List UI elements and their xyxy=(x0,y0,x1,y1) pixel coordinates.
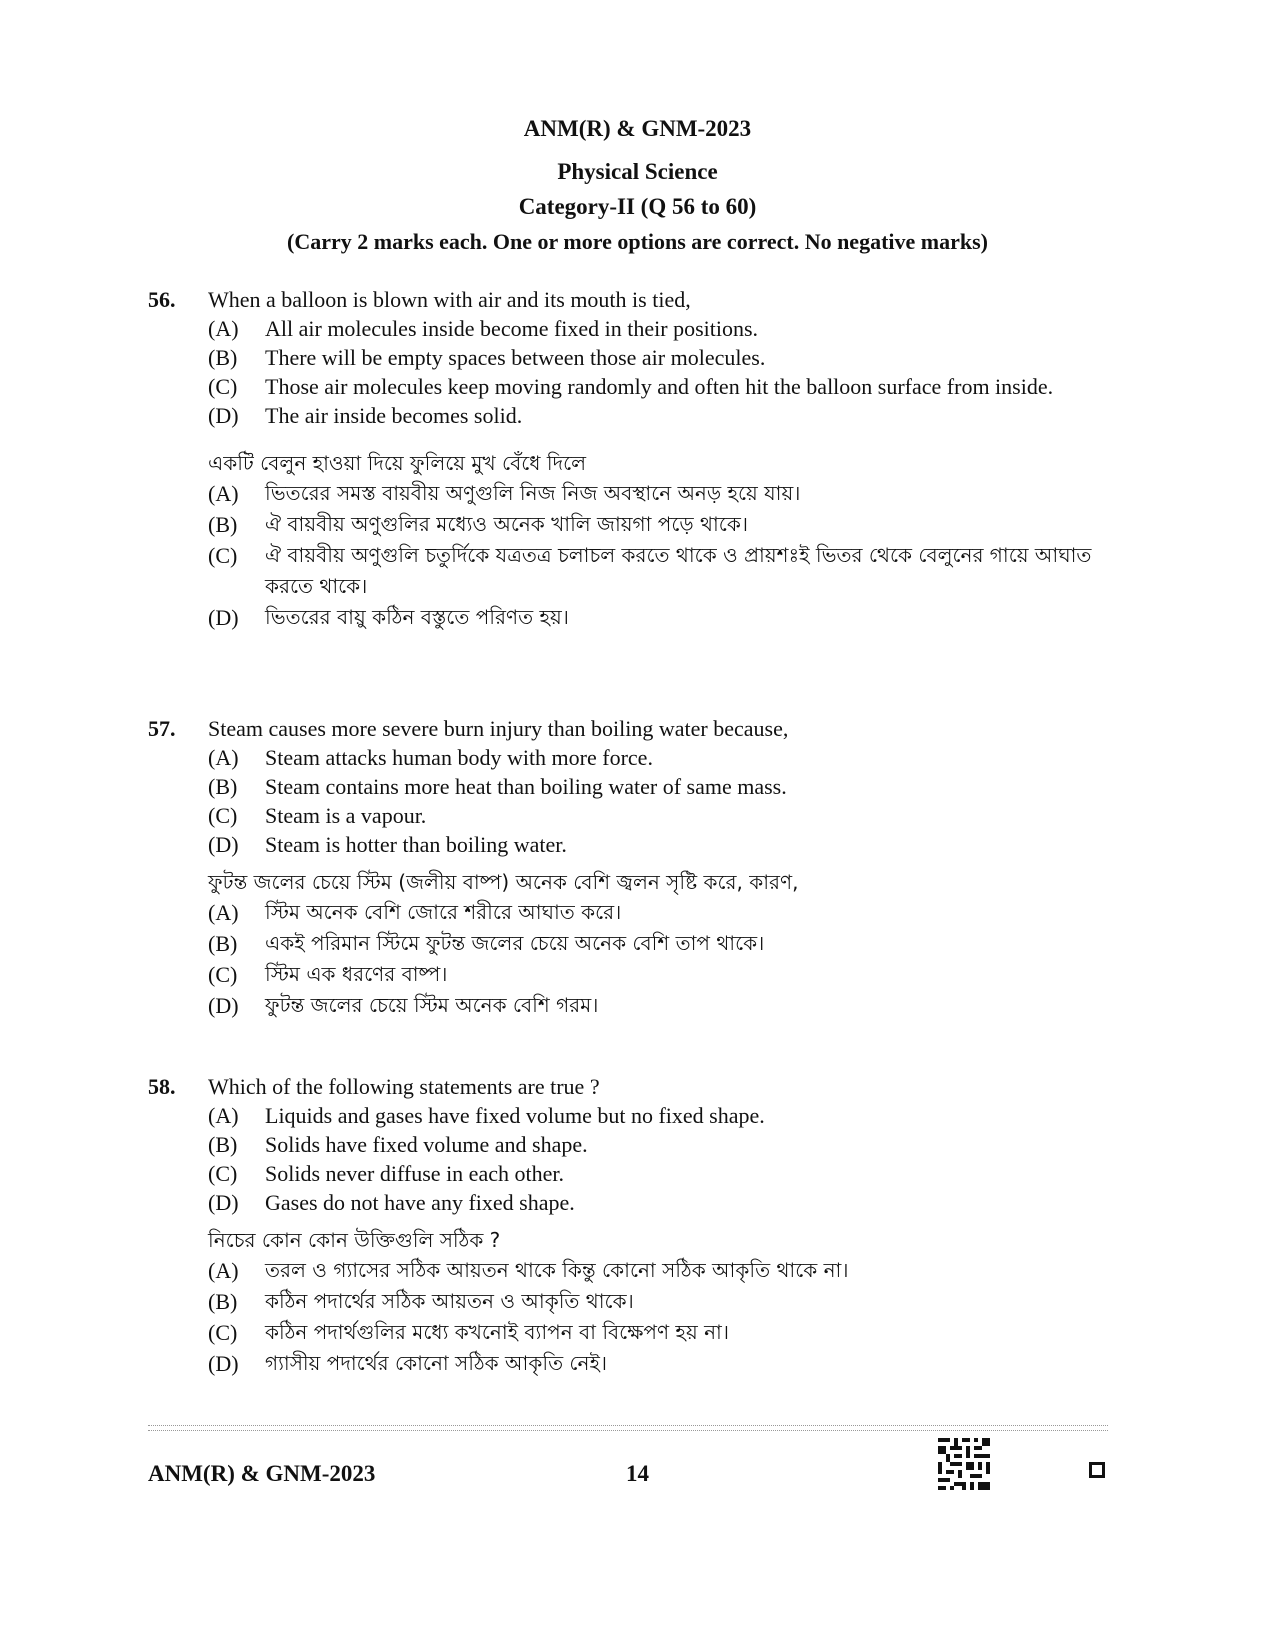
option-text: একই পরিমান স্টিমে ফুটন্ত জলের চেয়ে অনেক বেশি তাপ থাকে। xyxy=(265,931,765,955)
option-label: (C) xyxy=(208,543,238,568)
bengali-option-d xyxy=(208,990,1108,1021)
question-57 xyxy=(148,714,1108,1021)
option-label: (B) xyxy=(208,345,238,370)
option-text: Steam is a vapour. xyxy=(265,803,427,828)
option-text: ঐ বায়বীয় অণুগুলি চতুর্দিকে যত্রতত্র চলাচল করতে থাকে ও প্রায়শঃই ভিতর থেকে বেলুনের গায়ে আঘাত করতে থাকে। xyxy=(265,543,1092,598)
footer-exam-title: ANM(R) & GNM-2023 xyxy=(148,1461,376,1486)
exam-title: ANM(R) & GNM-2023 xyxy=(523,116,752,141)
bengali-option-d xyxy=(208,1348,1108,1379)
option-text: Gases do not have any fixed shape. xyxy=(265,1190,575,1215)
option-label: (A) xyxy=(208,481,239,506)
option-label: (C) xyxy=(208,374,238,399)
category-title: Category-II (Q 56 to 60) xyxy=(518,194,757,219)
bengali-option-b xyxy=(208,1286,1108,1317)
option-text: গ্যাসীয় পদার্থের কোনো সঠিক আকৃতি নেই। xyxy=(265,1351,608,1375)
option-label: (A) xyxy=(208,1258,239,1283)
option-b xyxy=(208,1130,1108,1159)
bengali-option-b xyxy=(208,928,1108,959)
square-marker-icon xyxy=(1089,1462,1105,1478)
instructions: (Carry 2 marks each. One or more options are correct. No negative marks) xyxy=(287,229,988,254)
question-56 xyxy=(148,285,1108,633)
option-text: Those air molecules keep moving randomly and often hit the balloon surface from inside. xyxy=(265,374,1054,399)
option-a xyxy=(208,743,1108,772)
option-text: Liquids and gases have fixed volume but no fixed shape. xyxy=(265,1103,765,1128)
option-label: (D) xyxy=(208,832,239,857)
option-text: There will be empty spaces between those air molecules. xyxy=(265,345,766,370)
option-text: ফুটন্ত জলের চেয়ে স্টিম অনেক বেশি গরম। xyxy=(265,993,599,1017)
bengali-option-c xyxy=(208,540,1108,602)
subject-title: Physical Science xyxy=(557,159,718,184)
option-label: (B) xyxy=(208,1132,238,1157)
option-d xyxy=(208,401,1108,430)
option-text: The air inside becomes solid. xyxy=(265,403,523,428)
bengali-option-d xyxy=(208,602,1108,633)
bengali-question-text: ফুটন্ত জলের চেয়ে স্টিম (জলীয় বাষ্প) অনেক বেশি জ্বলন সৃষ্টি করে, কারণ, xyxy=(208,870,799,894)
bengali-option-a xyxy=(208,897,1108,928)
option-text: ঐ বায়বীয় অণুগুলির মধ্যেও অনেক খালি জায়গা পড়ে থাকে। xyxy=(265,512,748,536)
option-text: স্টিম এক ধরণের বাষ্প। xyxy=(265,962,448,986)
option-text: তরল ও গ্যাসের সঠিক আয়তন থাকে কিন্তু কোনো সঠিক আকৃতি থাকে না। xyxy=(265,1258,849,1282)
option-text: Steam contains more heat than boiling water of same mass. xyxy=(265,774,787,799)
option-label: (C) xyxy=(208,1320,238,1345)
bengali-question-text: একটি বেলুন হাওয়া দিয়ে ফুলিয়ে মুখ বেঁধে দিলে xyxy=(208,451,587,475)
option-text: ভিতরের বায়ু কঠিন বস্তুতে পরিণত হয়। xyxy=(265,605,569,629)
option-label: (B) xyxy=(208,512,238,537)
bengali-question-text: নিচের কোন কোন উক্তিগুলি সঠিক ? xyxy=(208,1228,501,1252)
option-text: Steam is hotter than boiling water. xyxy=(265,832,567,857)
bengali-option-c xyxy=(208,1317,1108,1348)
question-58 xyxy=(148,1072,1108,1379)
option-label: (D) xyxy=(208,1351,239,1376)
option-label: (C) xyxy=(208,962,238,987)
qr-code-icon xyxy=(938,1438,990,1490)
option-label: (C) xyxy=(208,1161,238,1186)
option-text: Solids never diffuse in each other. xyxy=(265,1161,564,1186)
question-text: When a balloon is blown with air and its mouth is tied, xyxy=(208,287,691,312)
question-text: Steam causes more severe burn injury than boiling water because, xyxy=(208,716,789,741)
bengali-option-c xyxy=(208,959,1108,990)
option-label: (A) xyxy=(208,745,239,770)
option-label: (B) xyxy=(208,931,238,956)
option-text: ভিতরের সমস্ত বায়বীয় অণুগুলি নিজ নিজ অবস্থানে অনড় হয়ে যায়। xyxy=(265,481,801,505)
question-number: 56. xyxy=(148,287,176,312)
option-label: (D) xyxy=(208,993,239,1018)
option-text: কঠিন পদার্থগুলির মধ্যে কখনোই ব্যাপন বা বিক্ষেপণ হয় না। xyxy=(265,1320,729,1344)
option-b xyxy=(208,772,1108,801)
option-label: (D) xyxy=(208,605,239,630)
confidential-strip xyxy=(148,1425,1108,1431)
option-label: (A) xyxy=(208,316,239,341)
option-label: (A) xyxy=(208,900,239,925)
option-c xyxy=(208,1159,1108,1188)
option-c xyxy=(208,801,1108,830)
option-text: Solids have fixed volume and shape. xyxy=(265,1132,588,1157)
question-number: 57. xyxy=(148,716,176,741)
option-label: (C) xyxy=(208,803,238,828)
bengali-option-b xyxy=(208,509,1108,540)
option-text: কঠিন পদার্থের সঠিক আয়তন ও আকৃতি থাকে। xyxy=(265,1289,634,1313)
option-d xyxy=(208,1188,1108,1217)
option-label: (D) xyxy=(208,403,239,428)
option-label: (D) xyxy=(208,1190,239,1215)
option-label: (A) xyxy=(208,1103,239,1128)
question-number: 58. xyxy=(148,1074,176,1099)
option-label: (B) xyxy=(208,774,238,799)
question-text: Which of the following statements are true ? xyxy=(208,1074,600,1099)
option-text: স্টিম অনেক বেশি জোরে শরীরে আঘাত করে। xyxy=(265,900,622,924)
option-a xyxy=(208,1101,1108,1130)
option-text: All air molecules inside become fixed in their positions. xyxy=(265,316,759,341)
option-label: (B) xyxy=(208,1289,238,1314)
bengali-option-a xyxy=(208,478,1108,509)
page-number: 14 xyxy=(626,1461,649,1486)
option-b xyxy=(208,343,1108,372)
option-a xyxy=(208,314,1108,343)
option-d xyxy=(208,830,1108,859)
bengali-option-a xyxy=(208,1255,1108,1286)
option-text: Steam attacks human body with more force. xyxy=(265,745,653,770)
option-c xyxy=(208,372,1108,401)
